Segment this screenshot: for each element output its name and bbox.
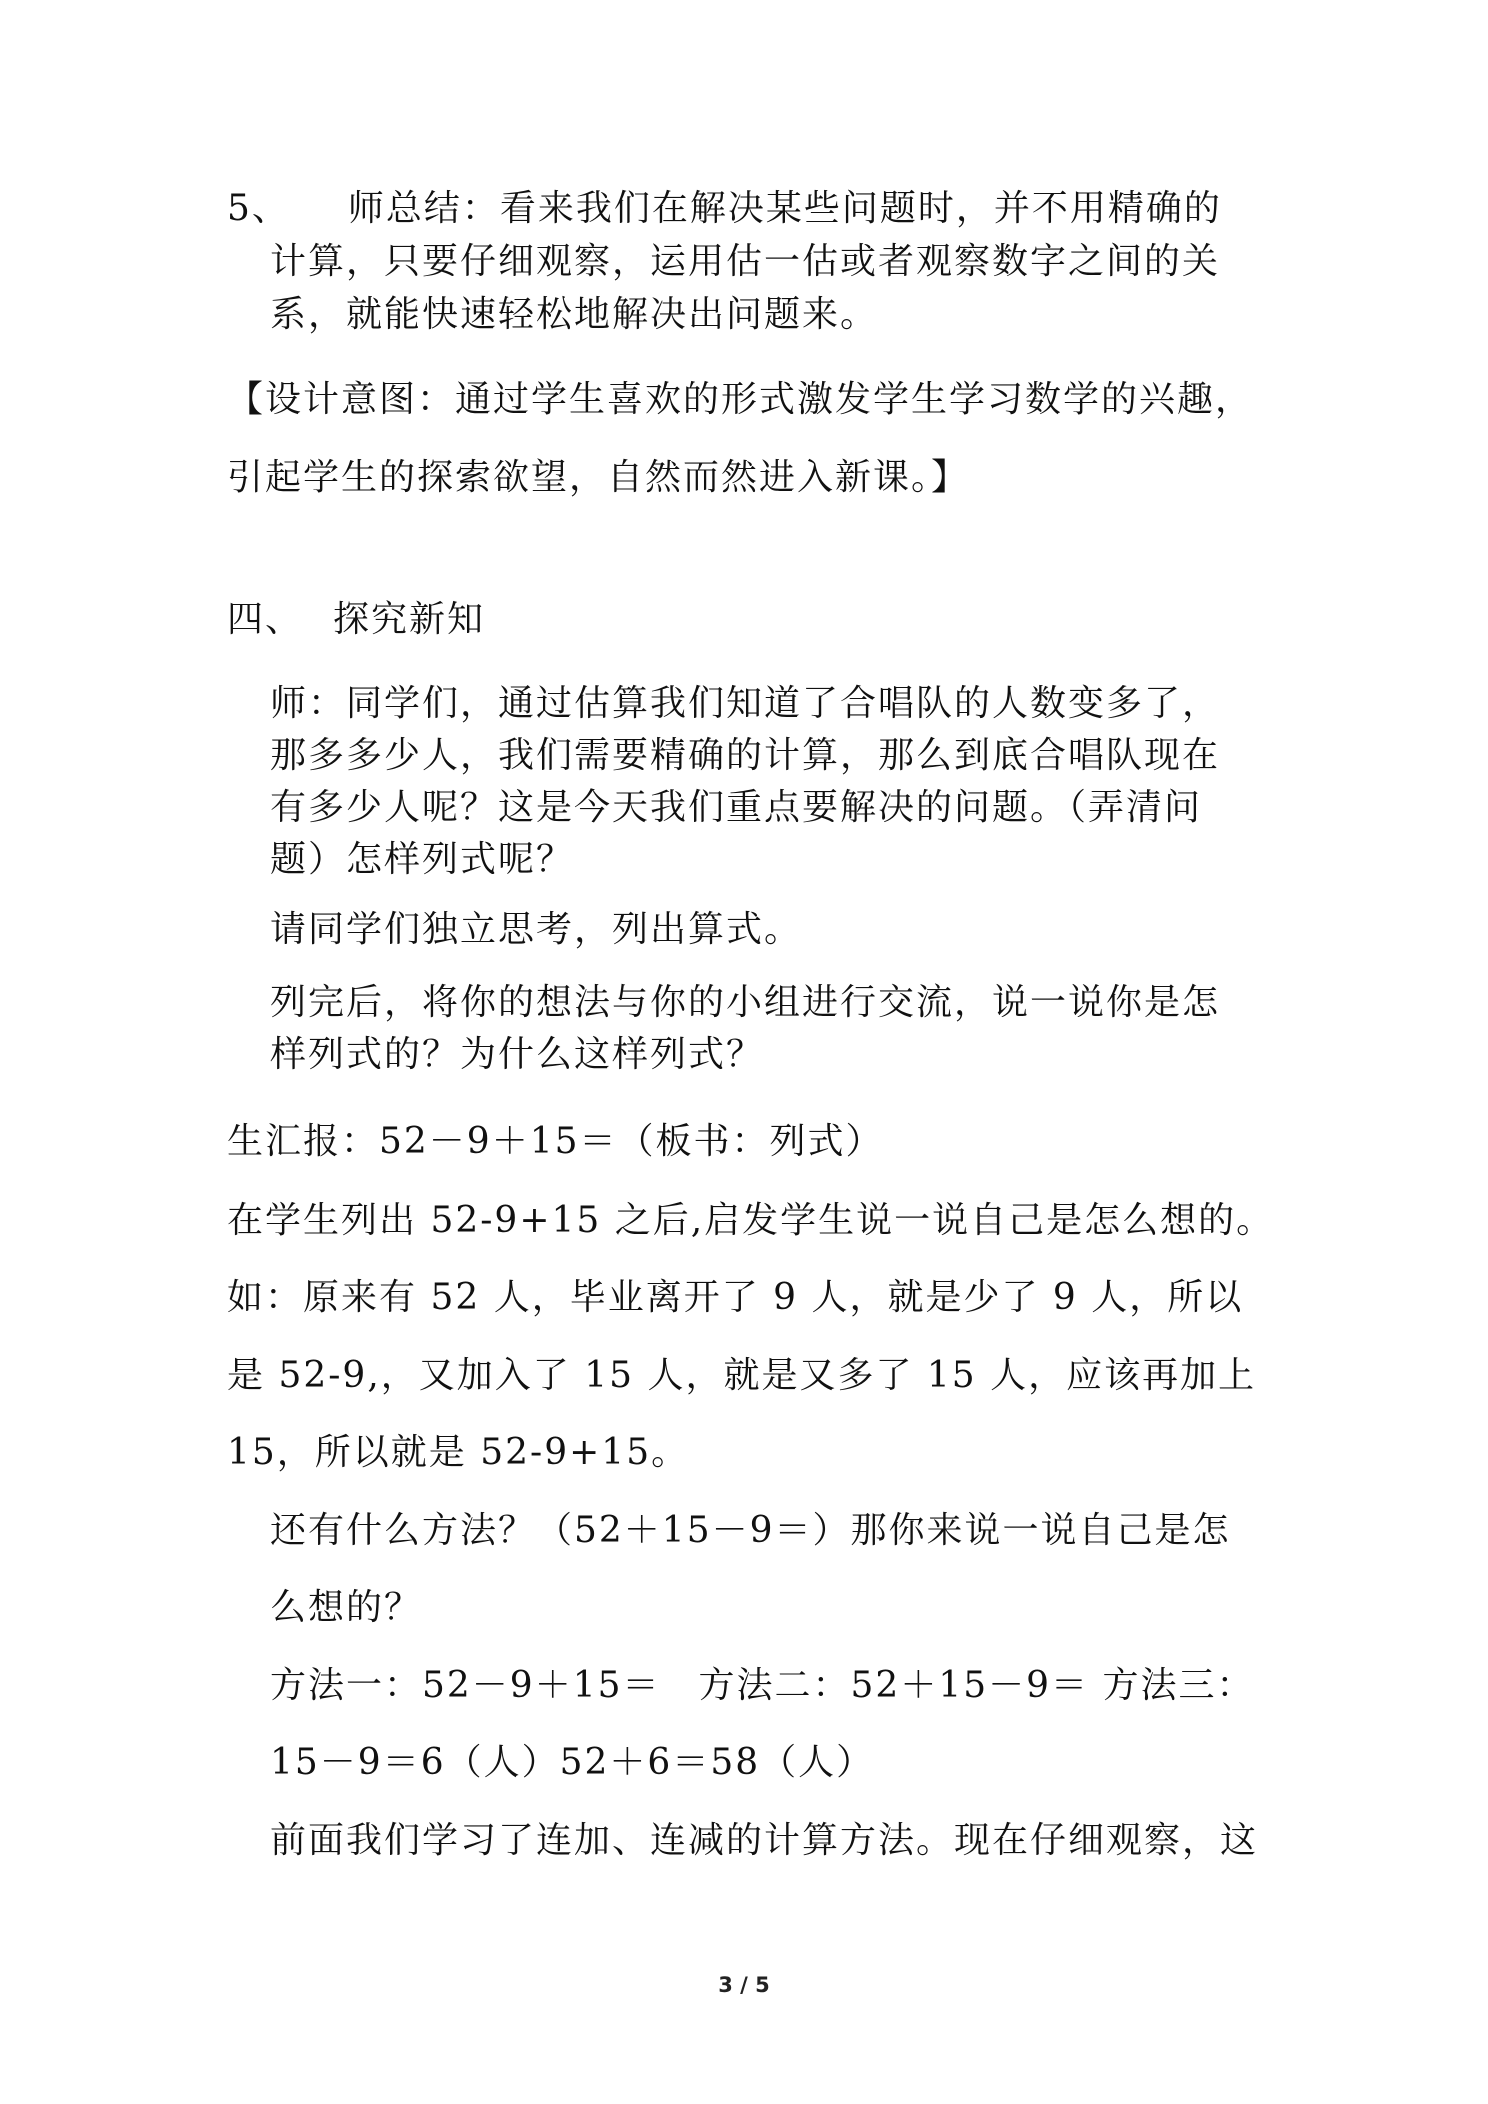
closing-line: 前面我们学习了连加、连减的计算方法。现在仔细观察，这 [270, 1820, 1259, 1861]
student-report: 生汇报：52－9＋15＝（板书：列式） [227, 1121, 884, 1162]
explanation-line-4: 15，所以就是 52-9+15。 [227, 1432, 690, 1473]
section-5-number: 5、 [227, 188, 290, 229]
section-5-line-3: 系，就能快速轻松地解决出问题来。 [270, 294, 879, 335]
other-method-line-2: 么想的？ [270, 1587, 423, 1628]
instruction-2-line-1: 列完后，将你的想法与你的小组进行交流，说一说你是怎 [270, 982, 1221, 1023]
explanation-line-3: 是 52-9,，又加入了 15 人，就是又多了 15 人，应该再加上 [227, 1355, 1257, 1396]
teacher-line-1: 师：同学们，通过估算我们知道了合唱队的人数变多了， [270, 683, 1221, 724]
section-4-heading [227, 598, 485, 642]
teacher-line-3: 有多少人呢？这是今天我们重点要解决的问题。（弄清问 [270, 787, 1203, 828]
section-5-text-1: 师总结：看来我们在解决某些问题时，并不用精确的 [347, 188, 1222, 229]
methods-line-1: 方法一：52－9＋15＝ 方法二：52＋15－9＝ 方法三： [270, 1665, 1255, 1706]
instruction-1: 请同学们独立思考，列出算式。 [270, 909, 803, 950]
design-intent-line-1: 【设计意图：通过学生喜欢的形式激发学生学习数学的兴趣， [227, 379, 1254, 420]
section-5-line-2: 计算，只要仔细观察，运用估一估或者观察数字之间的关 [270, 241, 1221, 282]
page-number: 3 / 5 [718, 1973, 770, 1997]
teacher-line-2: 那多多少人，我们需要精确的计算，那么到底合唱队现在 [270, 735, 1221, 776]
instruction-2-line-2: 样列式的？为什么这样列式？ [270, 1034, 765, 1075]
teacher-line-4: 题）怎样列式呢？ [270, 839, 575, 880]
section-5-line-1 [227, 187, 1222, 231]
section-4-number: 四、 [227, 599, 304, 640]
explanation-line-1: 在学生列出 52-9+15 之后,启发学生说一说自己是怎么想的。 [227, 1200, 1275, 1241]
section-4-title: 探究新知 [333, 599, 486, 640]
methods-line-2: 15－9＝6（人）52＋6＝58（人） [270, 1742, 875, 1783]
explanation-line-2: 如：原来有 52 人，毕业离开了 9 人，就是少了 9 人，所以 [227, 1277, 1244, 1318]
design-intent-line-2: 引起学生的探索欲望，自然而然进入新课。】 [227, 457, 970, 498]
other-method-line-1: 还有什么方法？（52＋15－9＝）那你来说一说自己是怎 [270, 1510, 1231, 1551]
